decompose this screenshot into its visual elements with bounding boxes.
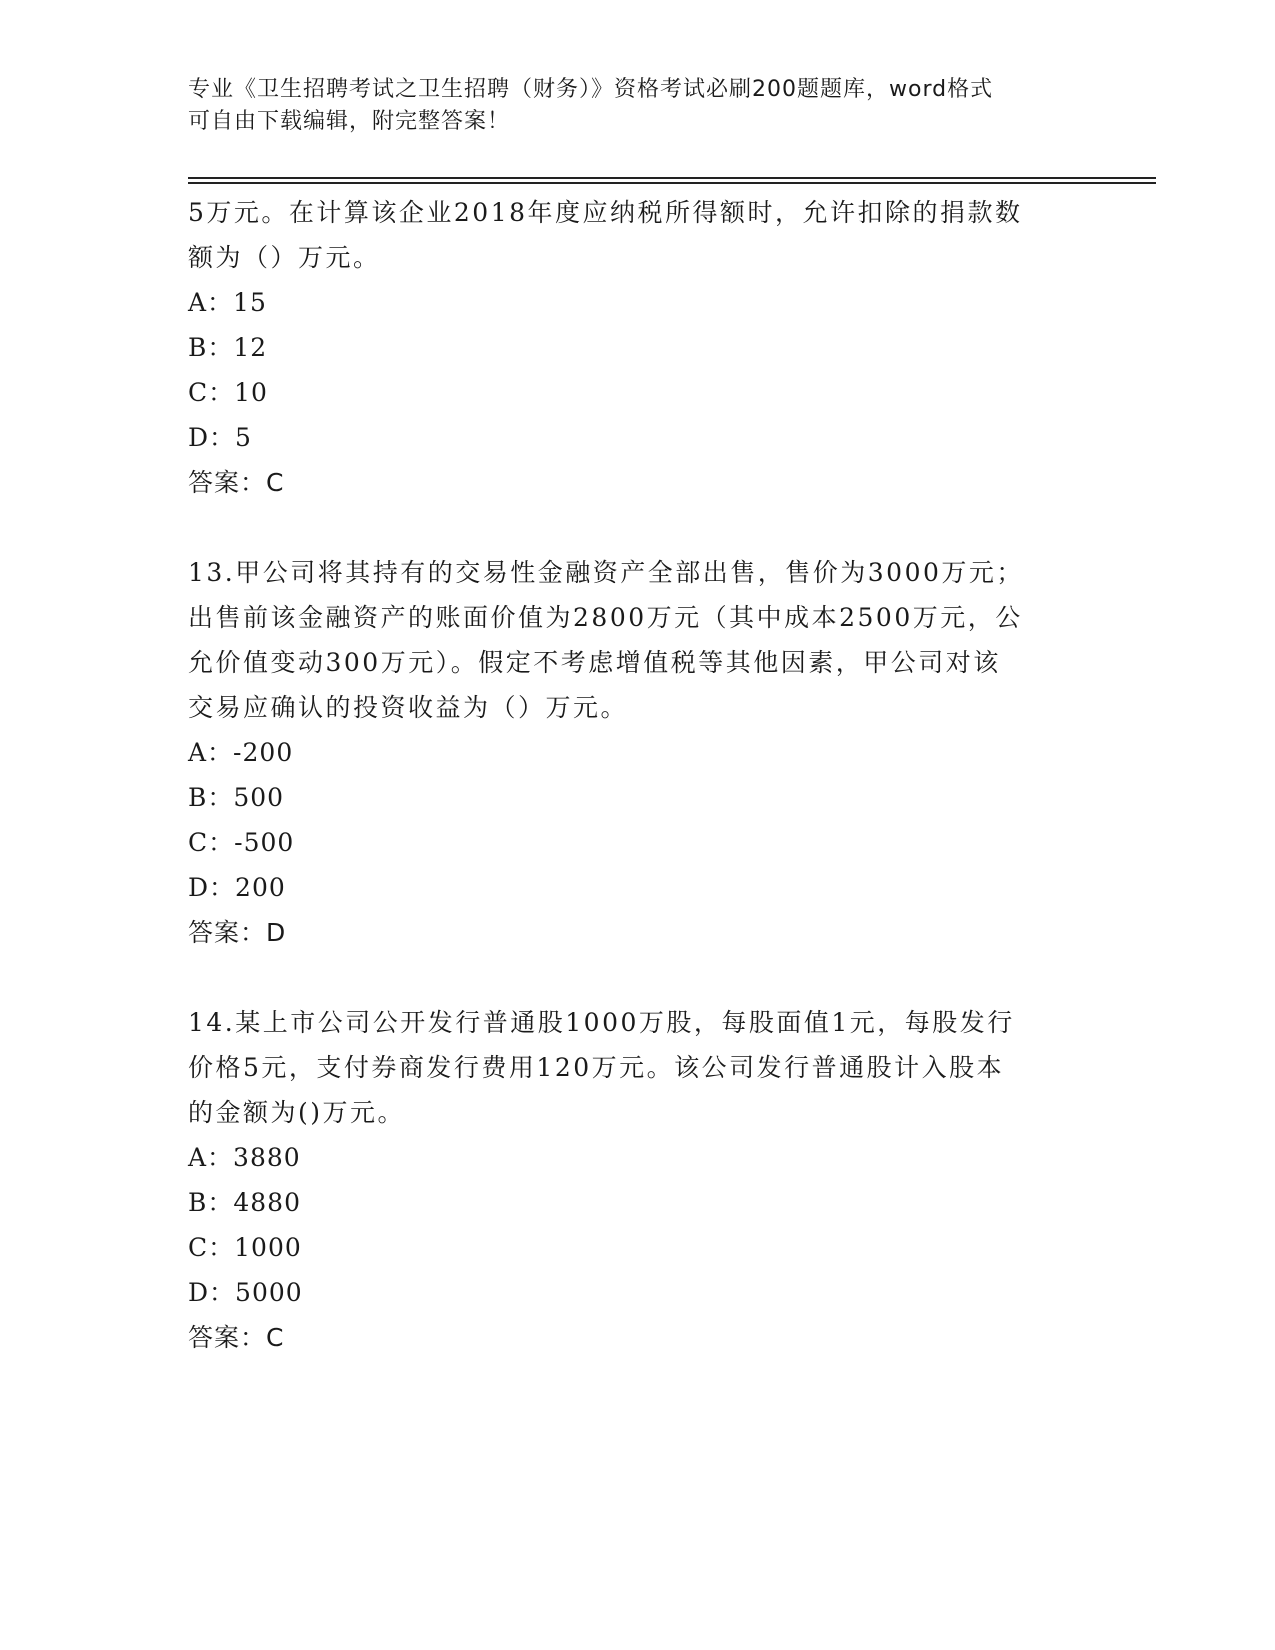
question-12-continued (188, 190, 1068, 505)
question-text-line: 5万元。在计算该企业2018年度应纳税所得额时，允许扣除的捐款数 (188, 198, 1023, 227)
header-divider-top (188, 177, 1156, 179)
option-a: A：3880 (188, 1143, 301, 1172)
question-text-line: 价格5元，支付券商发行费用120万元。该公司发行普通股计入股本 (188, 1053, 1005, 1082)
spacer (188, 505, 1068, 550)
option-d: D：5000 (188, 1278, 303, 1307)
option-a: A：-200 (188, 738, 294, 767)
question-text-line: 出售前该金融资产的账面价值为2800万元（其中成本2500万元，公 (188, 603, 1023, 632)
answer: 答案：C (188, 468, 285, 497)
question-list (188, 190, 1068, 1360)
document-header (188, 74, 1068, 138)
option-d: D：5 (188, 423, 252, 452)
question-text (188, 190, 1068, 280)
header-line-1: 专业《卫生招聘考试之卫生招聘（财务）》资格考试必刷200题题库，word格式 (188, 77, 994, 102)
answer: 答案：C (188, 1323, 285, 1352)
option-c: C：1000 (188, 1233, 302, 1262)
question-text (188, 550, 1068, 730)
question-text-line: 13.甲公司将其持有的交易性金融资产全部出售，售价为3000万元； (188, 558, 1024, 587)
header-line-2: 可自由下载编辑，附完整答案！ (188, 109, 511, 134)
question-text-line: 的金额为()万元。 (188, 1098, 406, 1127)
option-c: C：-500 (188, 828, 295, 857)
option-a: A：15 (188, 288, 267, 317)
question-text-line: 交易应确认的投资收益为（）万元。 (188, 693, 629, 722)
question-text (188, 1000, 1068, 1135)
question-text-line: 允价值变动300万元）。假定不考虑增值税等其他因素，甲公司对该 (188, 648, 1001, 677)
spacer (188, 955, 1068, 1000)
question-text-line: 额为（）万元。 (188, 243, 381, 272)
question-text-line: 14.某上市公司公开发行普通股1000万股，每股面值1元，每股发行 (188, 1008, 1015, 1037)
answer: 答案：D (188, 918, 287, 947)
header-divider-bottom (188, 182, 1156, 184)
option-d: D：200 (188, 873, 286, 902)
question-14 (188, 1000, 1068, 1360)
option-b: B：500 (188, 783, 285, 812)
option-b: B：4880 (188, 1188, 301, 1217)
question-13 (188, 550, 1068, 955)
option-c: C：10 (188, 378, 268, 407)
option-b: B：12 (188, 333, 268, 362)
